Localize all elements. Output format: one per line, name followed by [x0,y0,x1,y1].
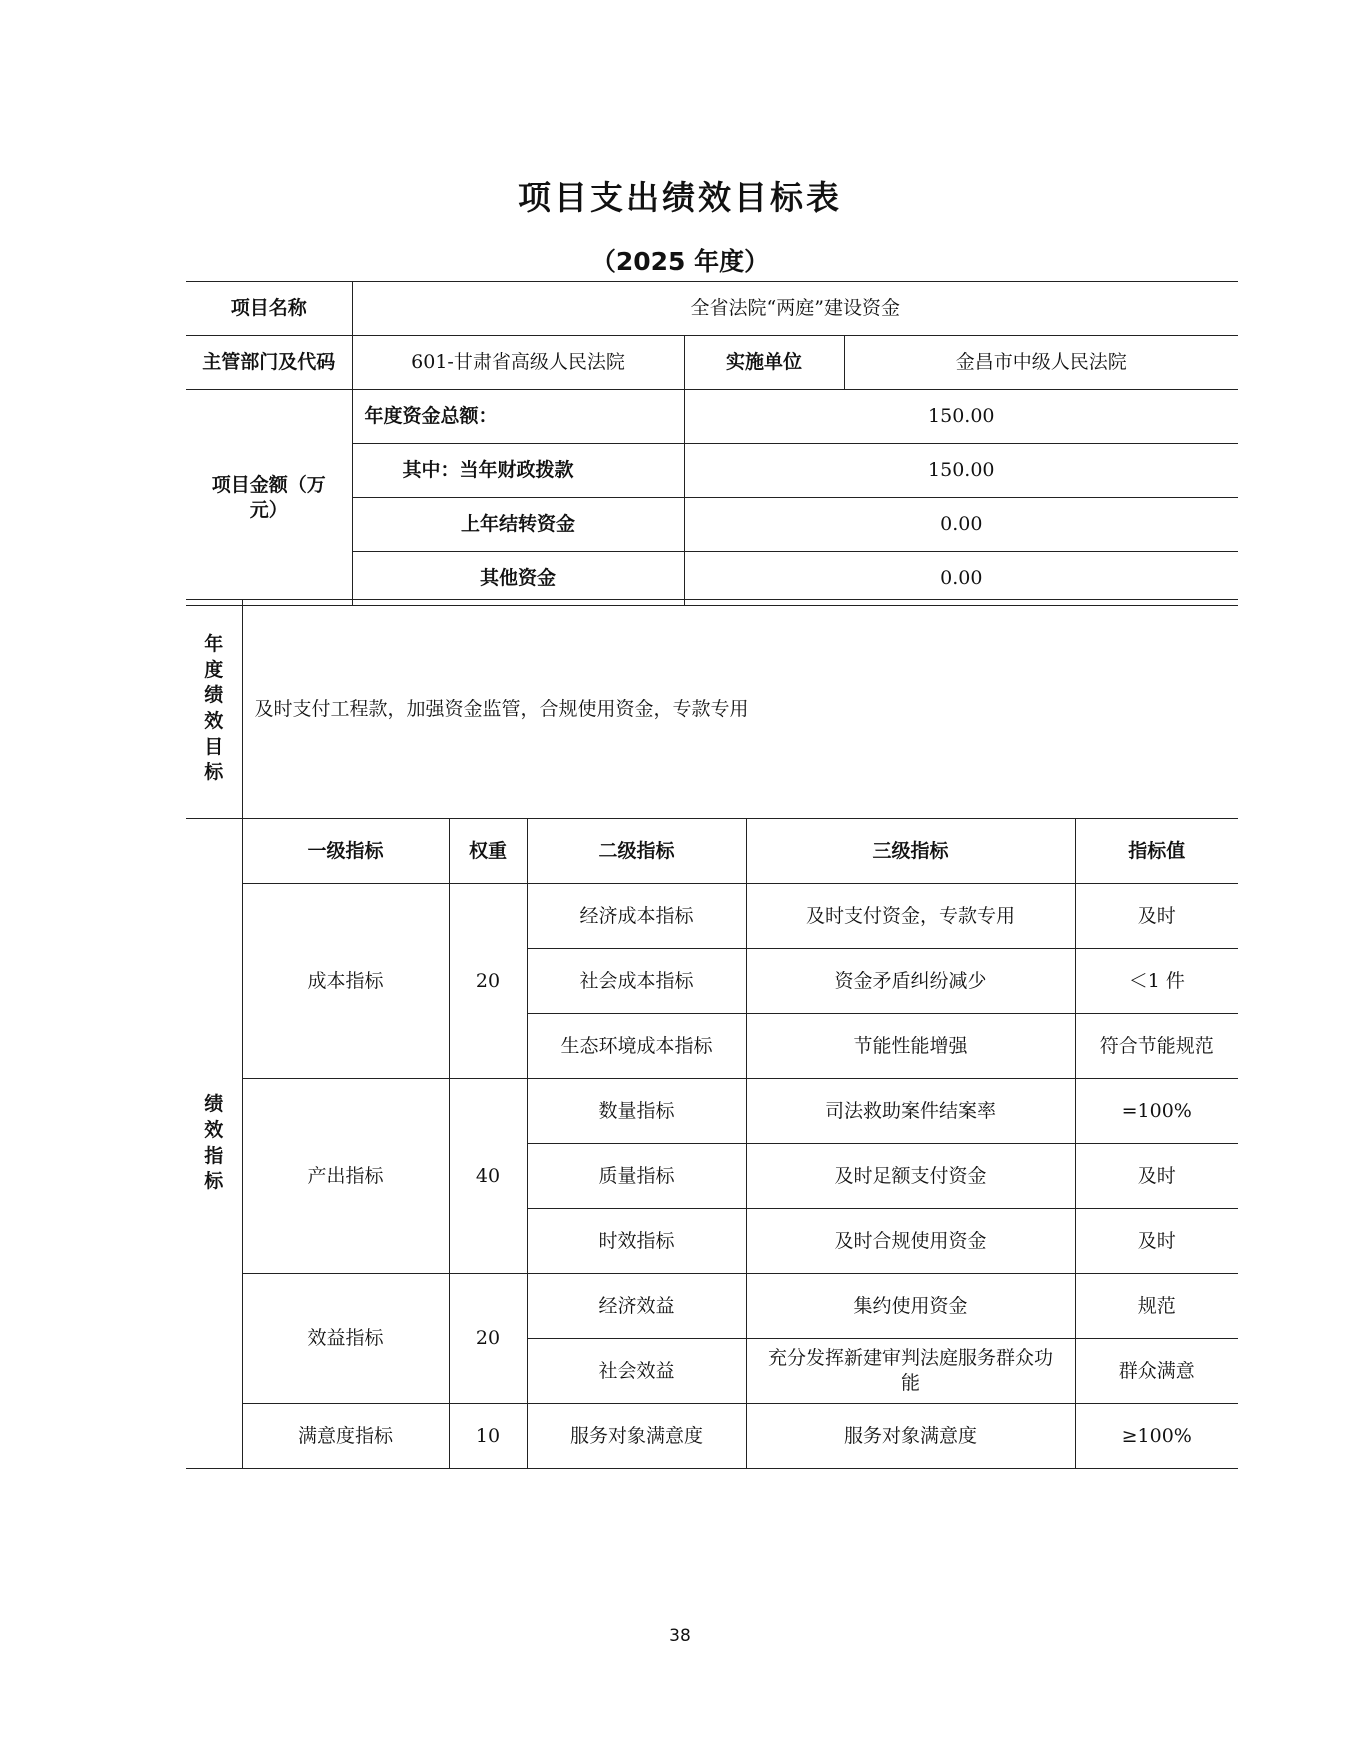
third-level: 充分发挥新建审判法庭服务群众功能 [746,1339,1075,1404]
table-row [186,884,1238,949]
header-weight: 权重 [449,819,527,884]
header-second-level: 二级指标 [527,819,746,884]
group-weight: 10 [449,1404,527,1469]
third-level: 及时支付资金，专款专用 [746,884,1075,949]
page-number: 38 [669,1626,691,1646]
third-level: 节能性能增强 [746,1014,1075,1079]
group-name: 效益指标 [242,1274,449,1404]
second-level: 数量指标 [527,1079,746,1144]
third-level: 集约使用资金 [746,1274,1075,1339]
second-level: 服务对象满意度 [527,1404,746,1469]
second-level: 经济效益 [527,1274,746,1339]
project-info-table [186,281,1238,606]
indicator-value: 及时 [1075,1209,1238,1274]
indicator-value: 规范 [1075,1274,1238,1339]
impl-label: 实施单位 [684,336,844,390]
second-level: 社会成本指标 [527,949,746,1014]
indicator-value: 及时 [1075,1144,1238,1209]
table-row [186,1079,1238,1144]
amount-fiscal-value: 150.00 [684,444,1238,498]
table-row [186,282,1238,336]
indicator-value: =100% [1075,1079,1238,1144]
table-row [186,1274,1238,1339]
amount-carryover-value: 0.00 [684,498,1238,552]
indicator-value: 及时 [1075,884,1238,949]
impl-value: 金昌市中级人民法院 [844,336,1238,390]
group-name: 产出指标 [242,1079,449,1274]
third-level: 服务对象满意度 [746,1404,1075,1469]
goal-label: 年 度 绩 效 目 标 [204,633,224,784]
amount-label: 项目金额（万元） [186,390,352,606]
goal-label-vertical [186,600,242,819]
group-weight: 20 [449,884,527,1079]
group-name: 成本指标 [242,884,449,1079]
amount-fiscal-label: 其中：当年财政拨款 [352,444,684,498]
table-row [186,600,1238,819]
table-row [186,336,1238,390]
indicator-value: ≥100% [1075,1404,1238,1469]
group-weight: 40 [449,1079,527,1274]
third-level: 及时足额支付资金 [746,1144,1075,1209]
amount-total-value: 150.00 [684,390,1238,444]
second-level: 经济成本指标 [527,884,746,949]
amount-other-value: 0.00 [684,552,1238,606]
indicator-value: 符合节能规范 [1075,1014,1238,1079]
table-row [186,390,1238,444]
indicator-label: 绩 效 指 标 [204,1093,224,1193]
third-level: 司法救助案件结案率 [746,1079,1075,1144]
project-name-label: 项目名称 [186,282,352,336]
second-level: 社会效益 [527,1339,746,1404]
project-name-value: 全省法院“两庭”建设资金 [352,282,1238,336]
header-value: 指标值 [1075,819,1238,884]
page-title: 项目支出绩效目标表 [518,178,842,217]
table-header-row [186,819,1238,884]
second-level: 时效指标 [527,1209,746,1274]
indicator-value: ＜1 件 [1075,949,1238,1014]
amount-total-label: 年度资金总额： [352,390,684,444]
third-level: 资金矛盾纠纷减少 [746,949,1075,1014]
second-level: 生态环境成本指标 [527,1014,746,1079]
performance-table [186,599,1238,1469]
table-row [186,1404,1238,1469]
amount-carryover-label: 上年结转资金 [352,498,684,552]
indicator-label-vertical [186,819,242,1469]
header-third-level: 三级指标 [746,819,1075,884]
third-level: 及时合规使用资金 [746,1209,1075,1274]
second-level: 质量指标 [527,1144,746,1209]
goal-text: 及时支付工程款，加强资金监管，合规使用资金，专款专用 [242,600,1238,819]
amount-other-label: 其他资金 [352,552,684,606]
group-name: 满意度指标 [242,1404,449,1469]
page-subtitle: （2025 年度） [590,247,770,276]
indicator-value: 群众满意 [1075,1339,1238,1404]
dept-label: 主管部门及代码 [186,336,352,390]
dept-value: 601-甘肃省高级人民法院 [352,336,684,390]
group-weight: 20 [449,1274,527,1404]
header-first-level: 一级指标 [242,819,449,884]
